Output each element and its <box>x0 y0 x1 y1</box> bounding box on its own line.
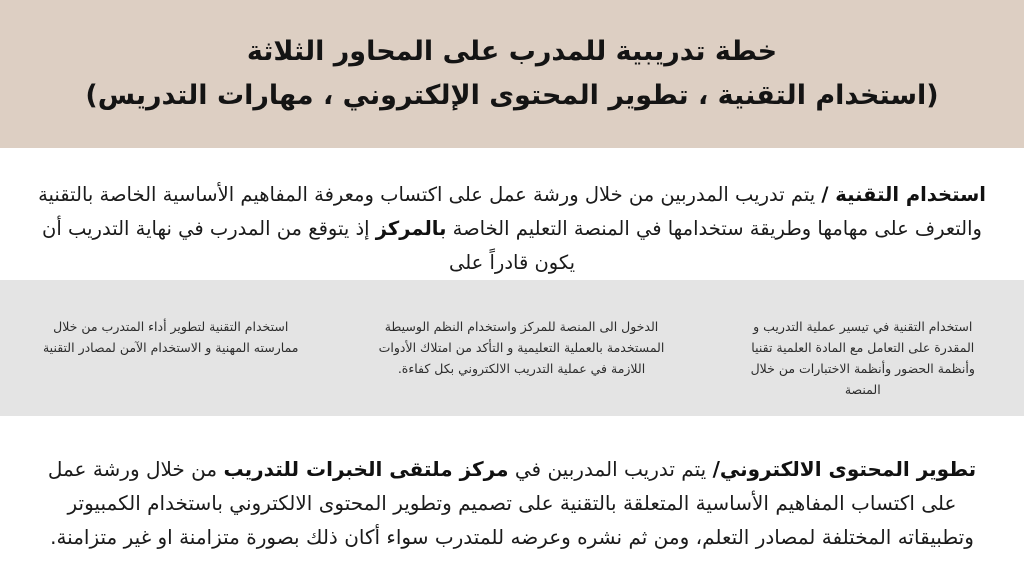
outcomes-band <box>0 280 1024 416</box>
page-title <box>85 30 938 118</box>
outcome-item-facilitation: استخدام التقنية في تيسير عملية التدريب و المقدرة على التعامل مع المادة العلمية تقنيا وأنظمة الحضور وأنظمة الاختبارات من خلال المنصة <box>750 319 975 397</box>
outcome-item-platform-access: الدخول الى المنصة للمركز واستخدام النظم الوسيطة المستخدمة بالعملية التعليمية و التأكد من امتلاك الأدوات اللازمة في عملية التدريب الالكتروني بكل كفاءة. <box>378 319 665 376</box>
technology-axis-text-after: إذ يتوقع من المدرب في نهاية التدريب أن يكون قادراً على <box>42 217 576 274</box>
technology-axis-center-keyword: بالمركز <box>375 217 447 240</box>
econtent-axis-center-name: مركز ملتقى الخبرات للتدريب <box>223 457 509 481</box>
econtent-axis-paragraph <box>0 416 1024 576</box>
econtent-axis-heading: تطوير المحتوى الالكتروني/ <box>712 457 977 481</box>
outcome-item-performance: استخدام التقنية لتطوير أداء المتدرب من خلال ممارسته المهنية و الاستخدام الآمن لمصادر التقنية <box>42 319 299 355</box>
page-title-line1: خطة تدريبية للمدرب على المحاور الثلاثة <box>246 36 778 67</box>
technology-axis-paragraph <box>0 148 1024 280</box>
page-title-line2: (استخدام التقنية ، تطوير المحتوى الإلكتروني ، مهارات التدريس) <box>85 80 939 111</box>
econtent-axis-text2: من خلال ورشة عمل على اكتساب المفاهيم الأساسية المتعلقة بالتقنية على تصميم وتطوير المحتوى الالكتروني باستخدام الكمبيوتر وتطبيقاته المختلفة لمصادر التعلم، ومن ثم نشره وعرضه للمتدرب سواء أكان ذلك بصورة متزامنة او غير متزامنة. <box>47 457 974 549</box>
technology-axis-heading: استخدام التقنية / <box>821 183 986 206</box>
econtent-axis-text1: يتم تدريب المدربين في <box>508 457 713 481</box>
title-band <box>0 0 1024 148</box>
technology-axis-text: يتم تدريب المدربين من خلال ورشة عمل على اكتساب ومعرفة المفاهيم الأساسية الخاصة بالتقنية والتعرف على مهامها وطريقة ستخدامها في المنصة التعليم الخاصة <box>38 183 982 240</box>
